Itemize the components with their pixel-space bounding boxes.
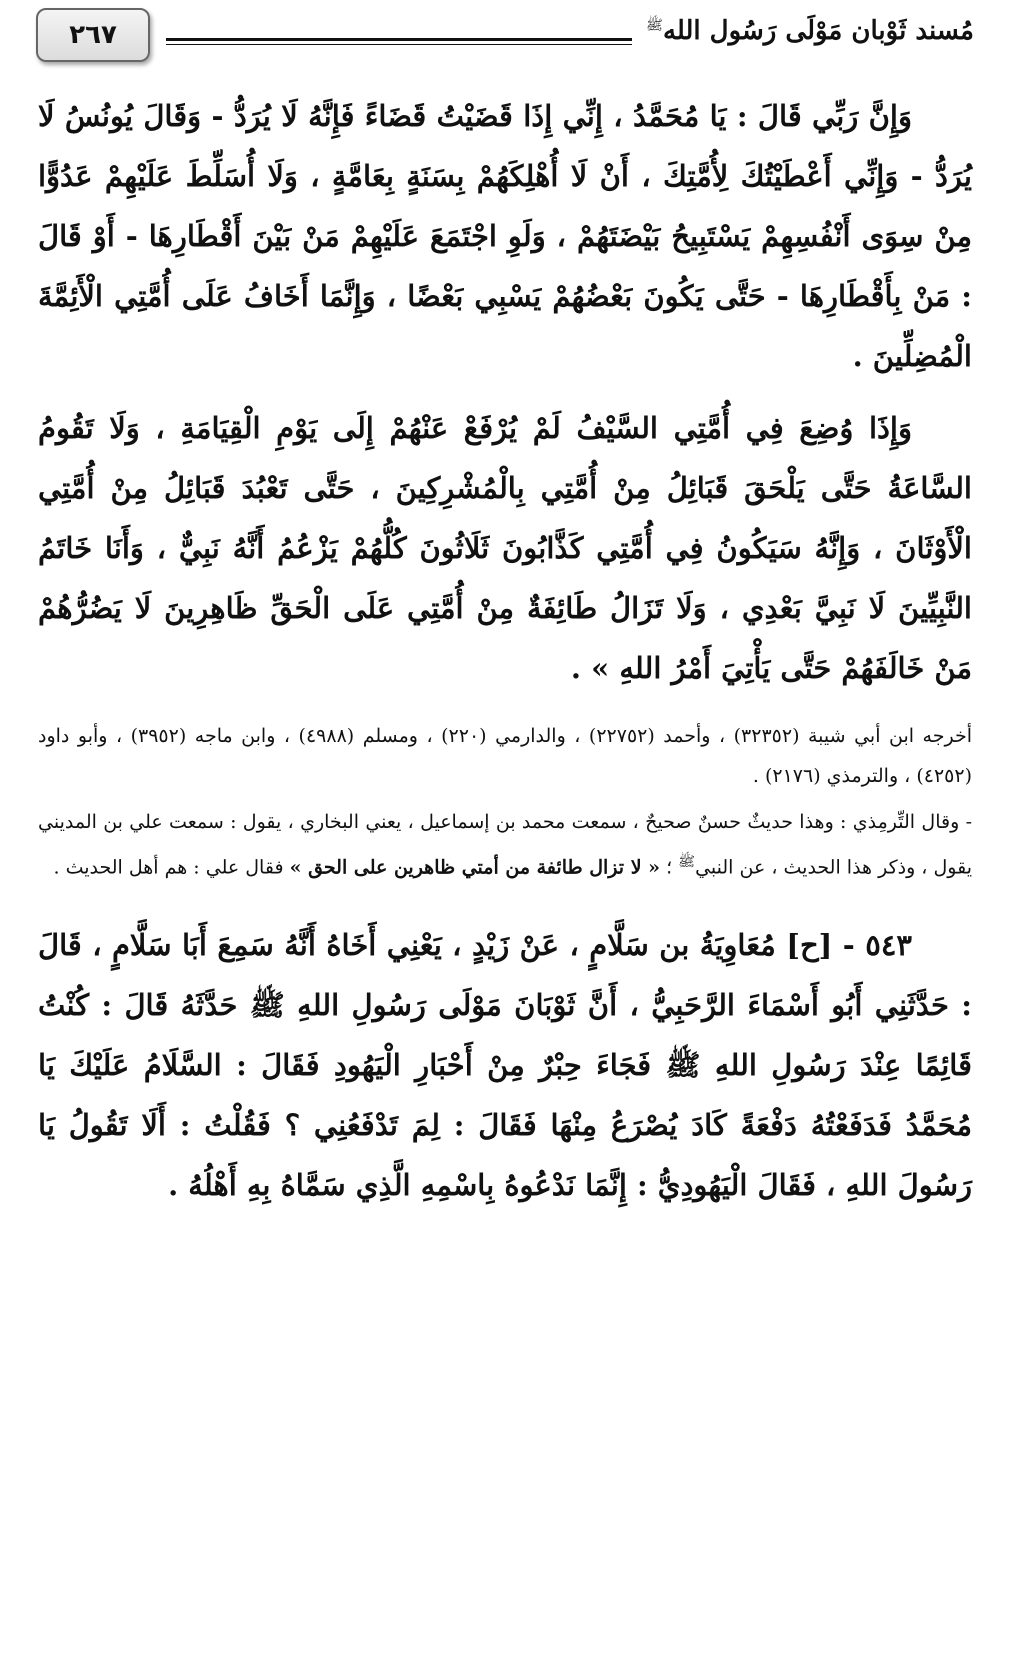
footnotes (38, 716, 972, 887)
page-header (36, 6, 974, 66)
tirmidhi-note (38, 802, 972, 887)
hadith-text-paragraph-2: وَإِذَا وُضِعَ فِي أُمَّتِي السَّيْفُ لَمْ يُرْفَعْ عَنْهُمْ إِلَى يَوْمِ الْقِيَامَةِ ، وَلَا تَقُومُ السَّاعَةُ حَتَّى يَلْحَقَ قَبَائِلُ مِنْ أُمَّتِي بِالْمُشْرِكِينَ ، حَتَّى تَعْبُدَ قَبَائِلُ مِنْ أُمَّتِي الْأَوْثَانَ ، وَإِنَّهُ سَيَكُونُ فِي أُمَّتِي كَذَّابُونَ ثَلَاثُونَ كُلُّهُمْ يَزْعُمُ أَنَّهُ نَبِيٌّ ، وَأَنَا خَاتَمُ النَّبِيِّينَ لَا نَبِيَّ بَعْدِي ، وَلَا تَزَالُ طَائِفَةٌ مِنْ أُمَّتِي عَلَى الْحَقِّ ظَاهِرِينَ لَا يَضُرُّهُمْ مَنْ خَالَفَهُمْ حَتَّى يَأْتِيَ أَمْرُ اللهِ » . (38, 411, 972, 685)
hadith-text-paragraph-1: وَإِنَّ رَبِّي قَالَ : يَا مُحَمَّدُ ، إِنِّي إِذَا قَضَيْتُ قَضَاءً فَإِنَّهُ لَا يُرَدُّ - وَقَالَ يُونُسُ لَا يُرَدُّ - وَإِنِّي أَعْطَيْتُكَ لِأُمَّتِكَ ، أَنْ لَا أُهْلِكَهُمْ بِسَنَةٍ بِعَامَّةٍ ، وَلَا أُسَلِّطَ عَلَيْهِمْ عَدُوًّا مِنْ سِوَى أَنْفُسِهِمْ يَسْتَبِيحُ بَيْضَتَهُمْ ، وَلَوِ اجْتَمَعَ عَلَيْهِمْ مَنْ بَيْنَ أَقْطَارِهَا - أَوْ قَالَ : مَنْ بِأَقْطَارِهَا - حَتَّى يَكُونَ بَعْضُهُمْ يَسْبِي بَعْضًا ، وَإِنَّمَا أَخَافُ عَلَى أُمَّتِي الْأَئِمَّةَ الْمُضِلِّينَ . (38, 99, 972, 373)
hadith-543-text: مُعَاوِيَةُ بن سَلَّامٍ ، عَنْ زَيْدٍ ، يَعْنِي أَخَاهُ أَنَّهُ سَمِعَ أَبَا سَلَّامٍ ، قَالَ : حَدَّثَنِي أَبُو أَسْمَاءَ الرَّحَبِيُّ ، أَنَّ ثَوْبَانَ مَوْلَى رَسُولِ اللهِ ﷺ حَدَّثَهُ قَالَ : كُنْتُ قَائِمًا عِنْدَ رَسُولِ اللهِ ﷺ فَجَاءَ حِبْرٌ مِنْ أَحْبَارِ الْيَهُودِ فَقَالَ : السَّلَامُ عَلَيْكَ يَا مُحَمَّدُ فَدَفَعْتُهُ دَفْعَةً كَادَ يُصْرَعُ مِنْهَا فَقَالَ : لِمَ تَدْفَعُنِي ؟ فَقُلْتُ : أَلَا تَقُولُ يَا رَسُولَ اللهِ ، فَقَالَ الْيَهُودِيُّ : إِنَّمَا نَدْعُوهُ بِاسْمِهِ الَّذِي سَمَّاهُ بِهِ أَهْلُهُ . (38, 928, 972, 1203)
hadith-543-paragraph (38, 915, 972, 1215)
salawat-icon: ﷺ (646, 17, 663, 34)
tirmidhi-note-part1: - وقال التِّرمِذي : وهذا حديثٌ حسنٌ صحيحٌ ، سمعت محمد بن إسماعيل ، يعني البخاري ، يقول : سمعت علي بن المديني يقول ، وذكر هذا الحديث ، عن النبي (38, 811, 972, 879)
header-rule (166, 38, 632, 41)
tirmidhi-note-part2: فقال علي : هم أهل الحديث . (53, 856, 290, 879)
tirmidhi-quote: « لا تزال طائفة من أمتي ظاهرين على الحق » (289, 856, 661, 879)
running-title-text: مُسند ثَوْبان مَوْلَى رَسُول الله (662, 16, 974, 46)
running-title (646, 16, 974, 46)
salawat-icon: ﷺ (678, 854, 696, 870)
tirmidhi-semicolon: ؛ (660, 856, 679, 879)
page-body (38, 86, 972, 1215)
page-number: ٢٦٧ (36, 8, 150, 62)
hadith-number: ٥٤٣ - [ح] (775, 928, 912, 963)
takhrij-note: أخرجه ابن أبي شيبة (٣٢٣٥٢) ، وأحمد (٢٢٧٥٢) ، والدارمي (٢٢٠) ، ومسلم (٤٩٨٨) ، وابن ماجه (٣٩٥٢) ، وأبو داود (٤٢٥٢) ، والترمذي (٢١٧٦) . (38, 725, 972, 787)
